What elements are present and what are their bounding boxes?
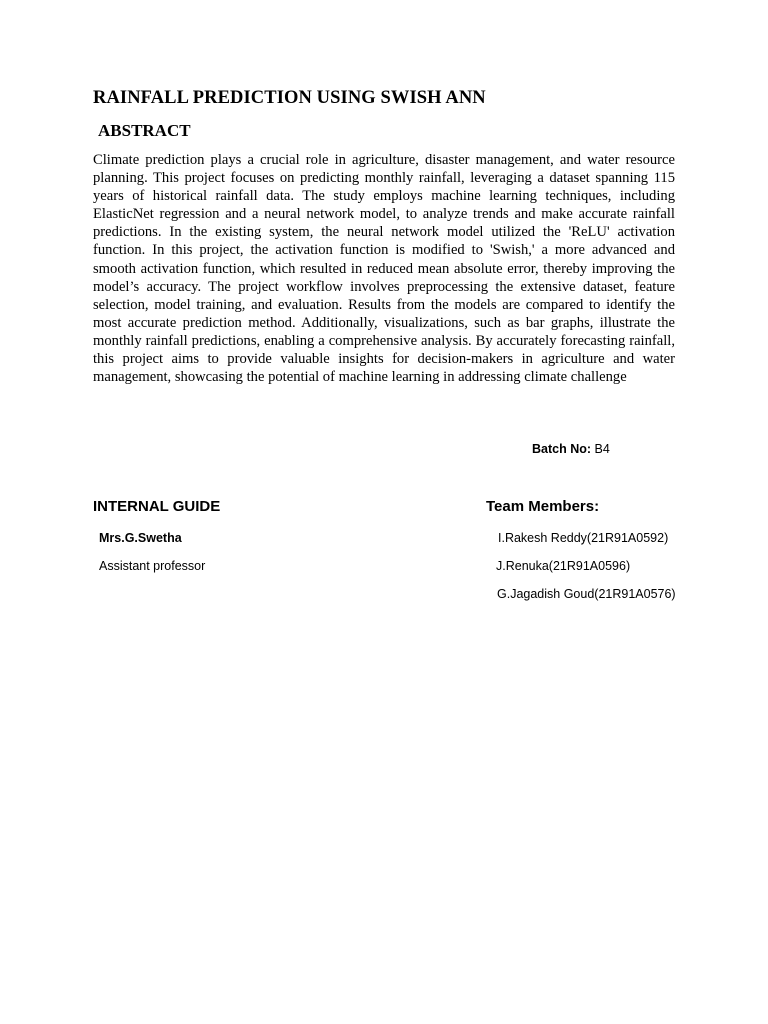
page-title: RAINFALL PREDICTION USING SWISH ANN [93,88,486,108]
team-member: I.Rakesh Reddy(21R91A0592) [498,531,669,545]
team-member: G.Jagadish Goud(21R91A0576) [497,587,676,601]
guide-role: Assistant professor [99,559,206,573]
team-members-heading: Team Members: [486,498,600,515]
batch-label: Batch No: [532,442,592,456]
internal-guide-heading: INTERNAL GUIDE [93,498,221,515]
team-member: J.Renuka(21R91A0596) [496,559,631,573]
abstract-heading: ABSTRACT [98,121,191,140]
abstract-paragraph: Climate prediction plays a crucial role in agriculture, disaster management, and water resource planning. This project focuses on predicting monthly rainfall, leveraging a dataset spanning 115 years of historical rainfall data. The study employs machine learning techniques, including ElasticNet regression and a neural network model, to analyze trends and make accurate rainfall predictions. In the existing system, the neural network model utilized the 'ReLU' activation function. In this project, the activation function is modified to 'Swish,' a more advanced and smooth activation function, which resulted in reduced mean absolute error, thereby improving the model’s accuracy. The project workflow involves preprocessing the extensive dataset, feature selection, model training, and evaluation. Results from the models are compared to identify the most accurate prediction method. Additionally, visualizations, such as bar graphs, illustrate the monthly rainfall predictions, enabling a comprehensive analysis. By accurately forecasting rainfall, this project aims to provide valuable insights for decision-makers in agriculture and water management, showcasing the potential of machine learning in addressing climate challenge [93,152,675,386]
guide-name: Mrs.G.Swetha [99,531,182,545]
batch-value: B4 [594,442,610,456]
batch-number [532,442,610,456]
